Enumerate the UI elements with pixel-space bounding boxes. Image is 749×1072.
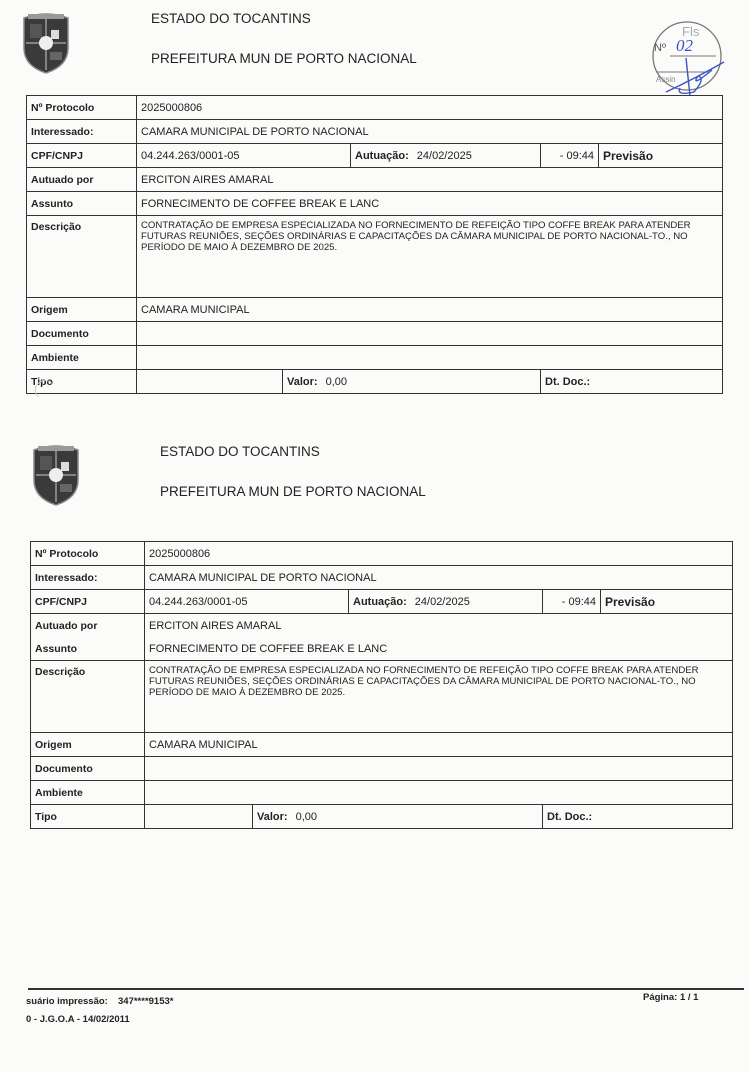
label-previsao: Previsão bbox=[601, 590, 733, 614]
row-assunto bbox=[31, 637, 733, 661]
label-cpf-cnpj: CPF/CNPJ bbox=[27, 144, 137, 168]
row-assunto bbox=[27, 192, 723, 216]
municipal-crest-logo bbox=[30, 442, 82, 506]
page-number: Página: 1 / 1 bbox=[643, 992, 699, 1003]
label-cpf-cnpj: CPF/CNPJ bbox=[31, 590, 145, 614]
value-autuado-por: ERCITON AIRES AMARAL bbox=[145, 614, 733, 638]
value-autuado-por: ERCITON AIRES AMARAL bbox=[137, 168, 723, 192]
value-autuacao-date: 24/02/2025 bbox=[414, 595, 470, 608]
row-origem bbox=[27, 298, 723, 322]
municipality-name: PREFEITURA MUN DE PORTO NACIONAL bbox=[151, 51, 417, 66]
row-ambiente bbox=[27, 346, 723, 370]
row-autuado-por bbox=[31, 614, 733, 638]
label-assunto: Assunto bbox=[31, 637, 145, 661]
label-documento: Documento bbox=[31, 757, 145, 781]
label-dt-doc: Dt. Doc.: bbox=[547, 810, 593, 823]
label-valor: Valor: bbox=[287, 375, 318, 388]
value-documento bbox=[137, 322, 723, 346]
value-tipo bbox=[137, 370, 283, 394]
label-origem: Origem bbox=[27, 298, 137, 322]
municipal-crest-logo bbox=[20, 10, 72, 74]
print-user-value: 347****9153* bbox=[118, 996, 174, 1007]
dt-doc-cell bbox=[541, 370, 723, 394]
label-interessado: Interessado: bbox=[31, 566, 145, 590]
label-autuacao: Autuação: bbox=[355, 149, 409, 162]
footer-divider bbox=[28, 988, 744, 990]
row-interessado bbox=[31, 566, 733, 590]
value-tipo bbox=[145, 805, 253, 829]
value-descricao: CONTRATAÇÃO DE EMPRESA ESPECIALIZADA NO FORNECIMENTO DE REFEIÇÃO TIPO COFFE BREAK PARA ATENDER FUTURAS REUNIÕES, SEÇÕES ORDINÁRIAS E CAPACITAÇÕES DA CÂMARA MUNICIPAL DE PORTO NACIONAL-TO., NO PERÍODO DE MAIO À DEZEMBRO DE 2025. bbox=[145, 661, 733, 733]
state-name: ESTADO DO TOCANTINS bbox=[160, 444, 320, 459]
value-interessado: CAMARA MUNICIPAL DE PORTO NACIONAL bbox=[137, 120, 723, 144]
label-tipo: Tipo bbox=[27, 370, 137, 394]
row-documento bbox=[27, 322, 723, 346]
label-valor: Valor: bbox=[257, 810, 288, 823]
value-valor: 0,00 bbox=[295, 810, 317, 823]
value-protocolo: 2025000806 bbox=[145, 542, 733, 566]
label-descricao: Descrição bbox=[27, 216, 137, 298]
state-name: ESTADO DO TOCANTINS bbox=[151, 11, 311, 26]
label-autuado-por: Autuado por bbox=[31, 614, 145, 638]
scan-mark bbox=[35, 380, 55, 400]
row-cpf-cnpj bbox=[31, 590, 733, 614]
label-dt-doc: Dt. Doc.: bbox=[545, 375, 591, 388]
label-protocolo: Nº Protocolo bbox=[27, 96, 137, 120]
valor-cell bbox=[253, 805, 543, 829]
row-documento bbox=[31, 757, 733, 781]
label-assunto: Assunto bbox=[27, 192, 137, 216]
row-origem bbox=[31, 733, 733, 757]
label-autuacao: Autuação: bbox=[353, 595, 407, 608]
label-interessado: Interessado: bbox=[27, 120, 137, 144]
value-origem: CAMARA MUNICIPAL bbox=[145, 733, 733, 757]
protocol-table bbox=[26, 95, 723, 394]
value-documento bbox=[145, 757, 733, 781]
label-documento: Documento bbox=[27, 322, 137, 346]
value-autuacao-time: - 09:44 bbox=[543, 590, 601, 614]
label-protocolo: Nº Protocolo bbox=[31, 542, 145, 566]
row-descricao bbox=[27, 216, 723, 298]
valor-cell bbox=[283, 370, 541, 394]
label-ambiente: Ambiente bbox=[31, 781, 145, 805]
municipality-name: PREFEITURA MUN DE PORTO NACIONAL bbox=[160, 484, 426, 499]
row-protocolo bbox=[31, 542, 733, 566]
stamp-title: Fls bbox=[682, 24, 700, 39]
row-descricao bbox=[31, 661, 733, 733]
value-origem: CAMARA MUNICIPAL bbox=[137, 298, 723, 322]
row-tipo bbox=[27, 370, 723, 394]
value-valor: 0,00 bbox=[325, 375, 347, 388]
label-ambiente: Ambiente bbox=[27, 346, 137, 370]
value-ambiente bbox=[137, 346, 723, 370]
row-autuado-por bbox=[27, 168, 723, 192]
value-cpf-cnpj: 04.244.263/0001-05 bbox=[145, 590, 349, 614]
value-autuacao-time: - 09:44 bbox=[541, 144, 599, 168]
protocol-table bbox=[30, 541, 733, 829]
row-tipo bbox=[31, 805, 733, 829]
stamp-sign-label: Assin bbox=[656, 75, 676, 84]
value-ambiente bbox=[145, 781, 733, 805]
autuacao-cell bbox=[349, 590, 543, 614]
row-protocolo bbox=[27, 96, 723, 120]
label-descricao: Descrição bbox=[31, 661, 145, 733]
dt-doc-cell bbox=[543, 805, 733, 829]
version-info: 0 - J.G.O.A - 14/02/2011 bbox=[26, 1014, 130, 1025]
row-interessado bbox=[27, 120, 723, 144]
label-origem: Origem bbox=[31, 733, 145, 757]
value-protocolo: 2025000806 bbox=[137, 96, 723, 120]
row-ambiente bbox=[31, 781, 733, 805]
stamp-number: 02 bbox=[676, 36, 693, 55]
value-cpf-cnpj: 04.244.263/0001-05 bbox=[137, 144, 351, 168]
value-autuacao-date: 24/02/2025 bbox=[416, 149, 472, 162]
label-previsao: Previsão bbox=[599, 144, 723, 168]
autuacao-cell bbox=[351, 144, 541, 168]
value-assunto: FORNECIMENTO DE COFFEE BREAK E LANC bbox=[145, 637, 733, 661]
print-user-label: suário impressão: bbox=[26, 996, 108, 1007]
label-autuado-por: Autuado por bbox=[27, 168, 137, 192]
value-assunto: FORNECIMENTO DE COFFEE BREAK E LANC bbox=[137, 192, 723, 216]
stamp-number-label: Nº bbox=[654, 42, 666, 54]
value-descricao: CONTRATAÇÃO DE EMPRESA ESPECIALIZADA NO FORNECIMENTO DE REFEIÇÃO TIPO COFFE BREAK PARA ATENDER FUTURAS REUNIÕES, SEÇÕES ORDINÁRIAS E CAPACITAÇÕES DA CÂMARA MUNICIPAL DE PORTO NACIONAL-TO., NO PERÍODO DE MAIO À DEZEMBRO DE 2025. bbox=[137, 216, 723, 298]
folio-stamp bbox=[646, 18, 728, 100]
value-interessado: CAMARA MUNICIPAL DE PORTO NACIONAL bbox=[145, 566, 733, 590]
label-tipo: Tipo bbox=[31, 805, 145, 829]
row-cpf-cnpj bbox=[27, 144, 723, 168]
